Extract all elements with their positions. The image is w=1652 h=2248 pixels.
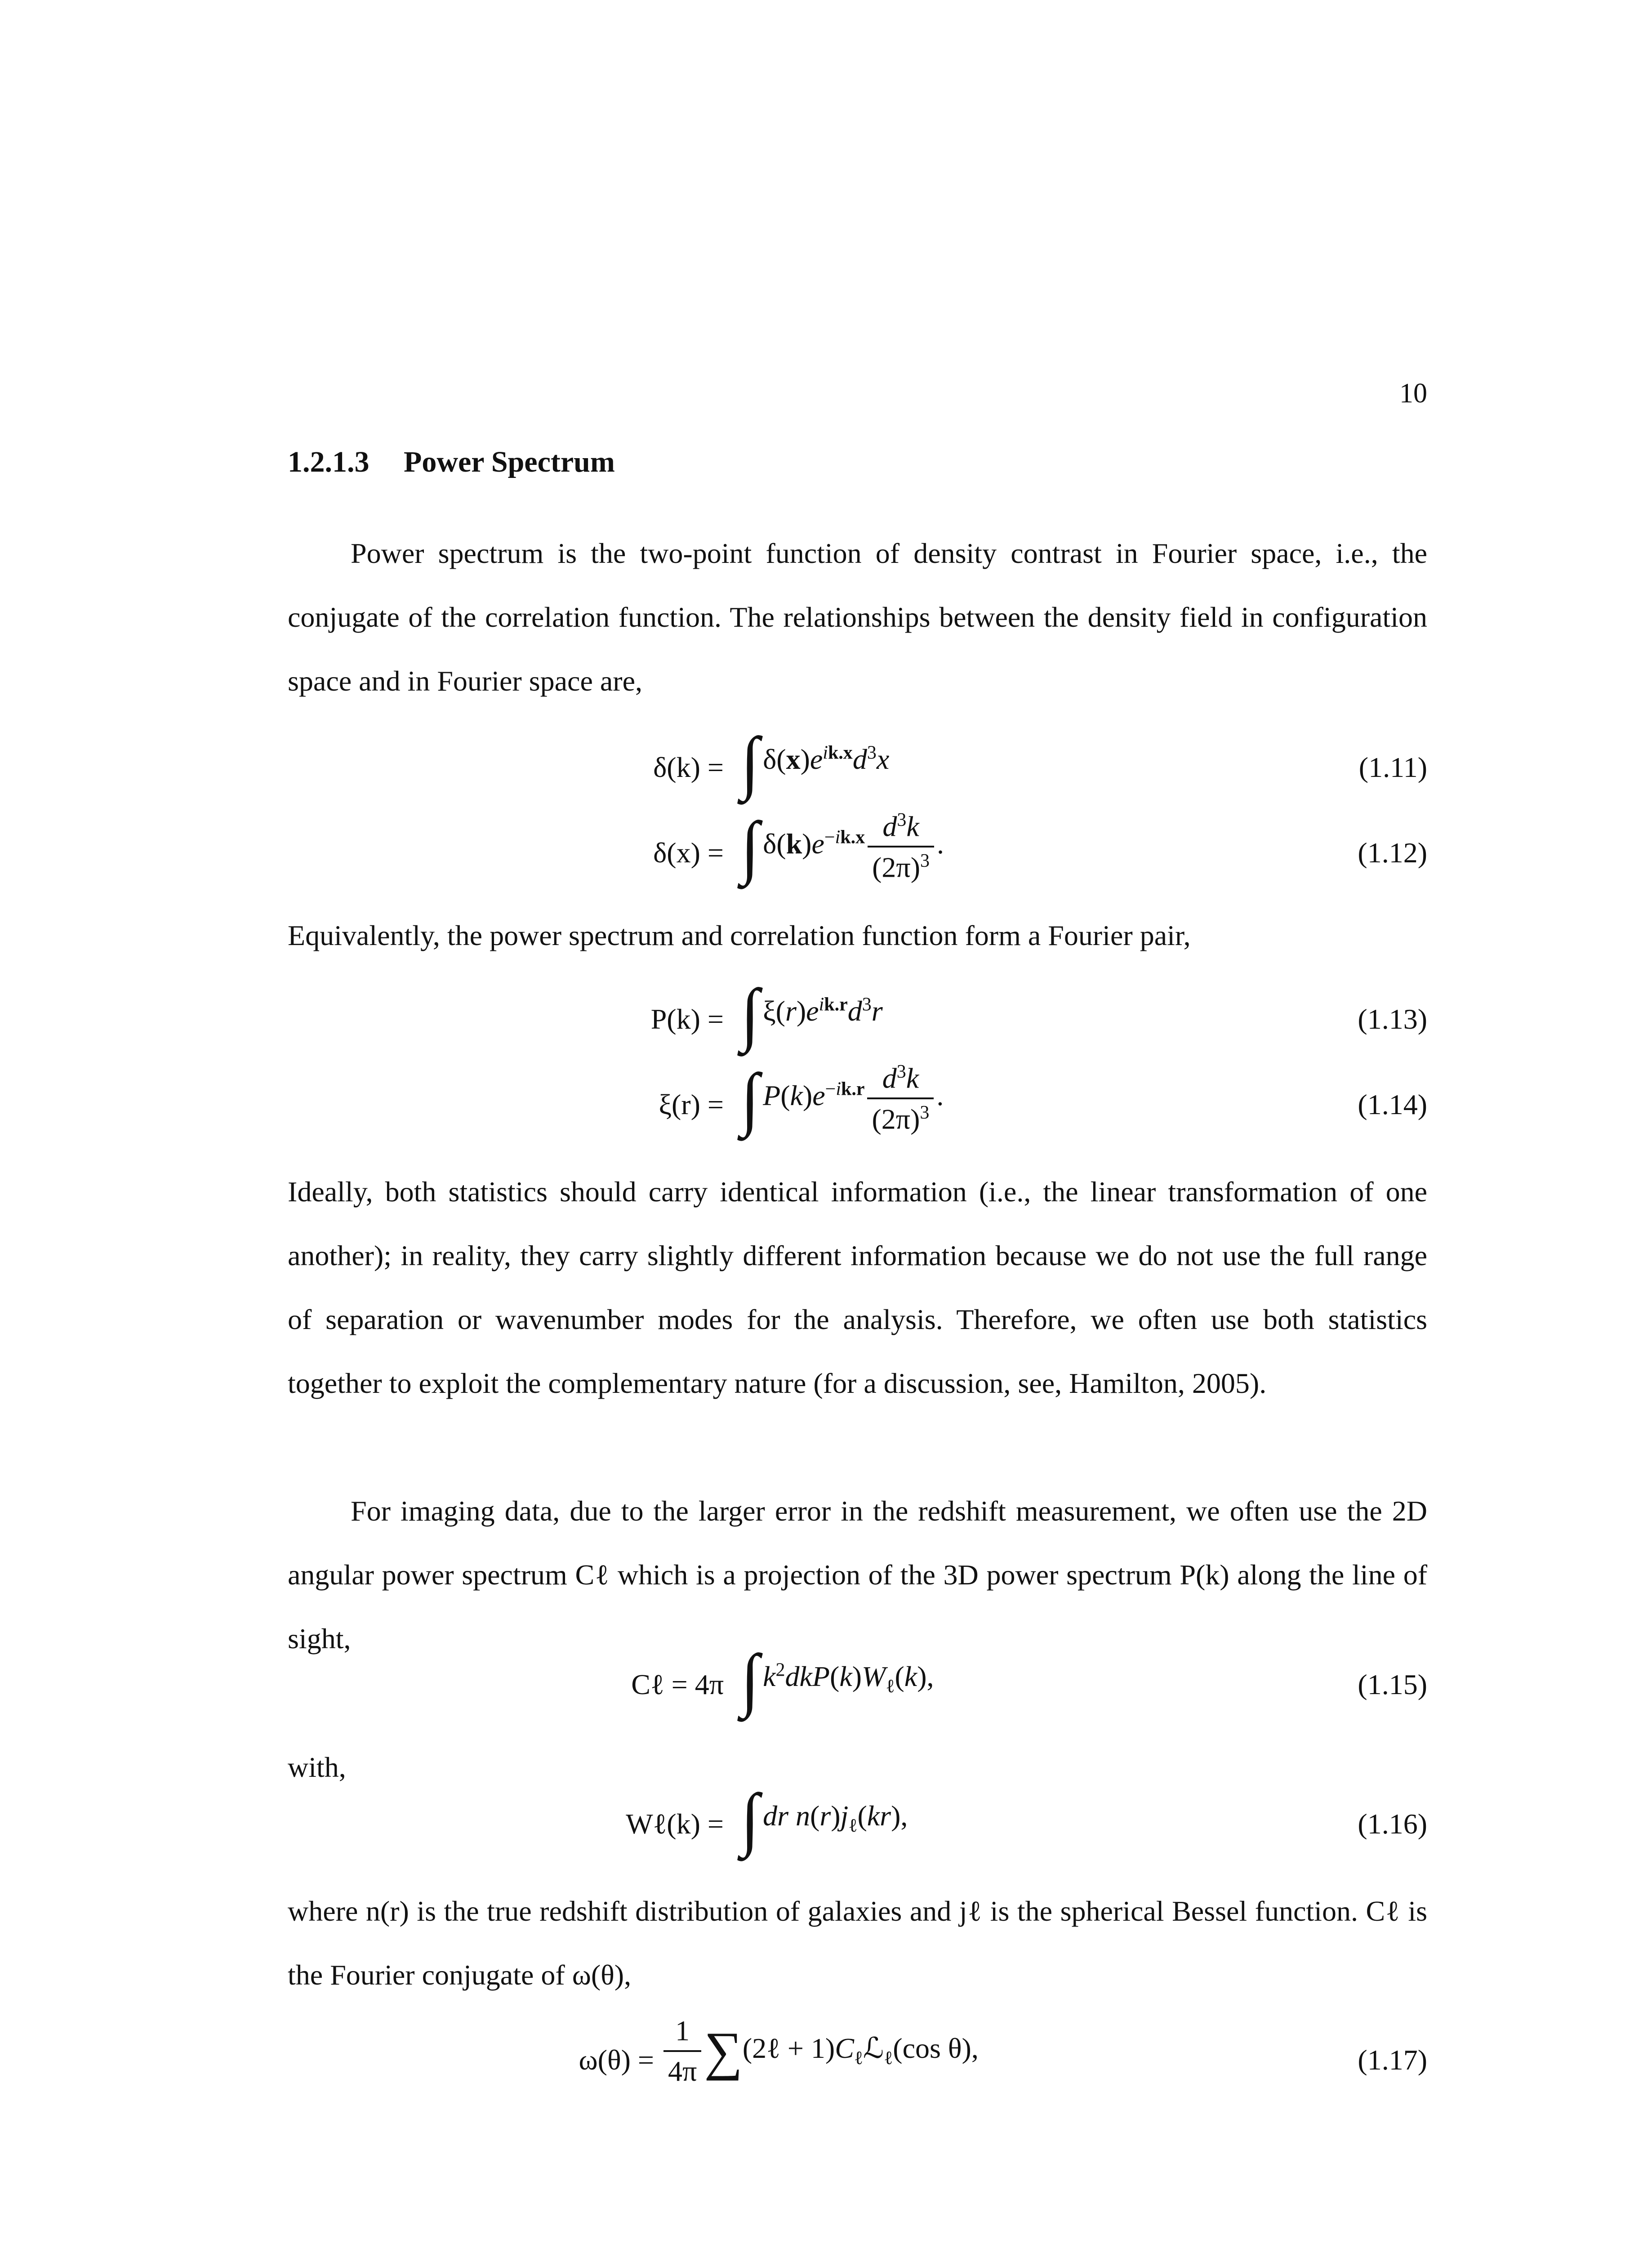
equation-lhs: ξ(r) =	[659, 1088, 724, 1120]
equation-1-15	[288, 1640, 1427, 1726]
equation-1-16	[288, 1779, 1427, 1866]
equation-rhs: ∫ dr $n(r)j_\ell(kr)$,	[741, 1779, 908, 1858]
equation-rhs: ∫ $\delta(k)e^{-ik.x}$ $\frac{d^3k}{(2\pi)^3}$ .	[741, 807, 944, 886]
equation-number: (1.13)	[1358, 1003, 1427, 1035]
equation-lhs: Wℓ(k) =	[626, 1808, 724, 1840]
equation-rhs: $\frac{1}{4\pi}$ ∑(2ℓ + $1)C_\ell ℒ_\ell(\cos$ θ),	[661, 2014, 979, 2088]
equation-1-17	[288, 2014, 1427, 2095]
equation-1-14	[288, 1061, 1427, 1142]
paragraph-2: Equivalently, the power spectrum and correlation function form a Fourier pair,	[288, 919, 1191, 951]
equation-rhs: ∫ $\delta(x)e^{ik.x}d^3x$	[741, 723, 890, 802]
paragraph-4: For imaging data, due to the larger error in the redshift measurement, we often use the 2D angular power spectrum Cℓ which is a projection of the 3D power spectrum P(k) along the line of sight,	[288, 1495, 1427, 1655]
section-title: Power Spectrum	[404, 446, 615, 478]
paragraph-6: where n(r) is the true redshift distribution of galaxies and jℓ is the spherical Bessel function. Cℓ is the Fourier conjugate of ω(θ),	[288, 1895, 1427, 1991]
paragraph-1: Power spectrum is the two-point function of density contrast in Fourier space, i.e., the conjugate of the correlation function. The relationships between the density field in configuration space and in Fourier space are,	[288, 537, 1427, 697]
equation-1-13	[288, 974, 1427, 1061]
paragraph-5: with,	[288, 1751, 346, 1783]
equation-number: (1.14)	[1358, 1088, 1427, 1120]
equation-rhs: ∫ $P(k)e^{-ik.r}$ $\frac{d^3k}{(2\pi)^3}$ .	[741, 1059, 944, 1138]
equation-1-12	[288, 809, 1427, 890]
equation-lhs: δ(x) =	[653, 837, 724, 869]
section-heading	[288, 445, 615, 479]
equation-number: (1.16)	[1358, 1808, 1427, 1840]
equation-lhs: Cℓ = 4π	[631, 1668, 724, 1700]
equation-lhs: ω(θ) =	[579, 2044, 654, 2076]
section-number: 1.2.1.3	[288, 446, 370, 478]
page-number: 10	[1399, 378, 1427, 409]
equation-rhs: ∫ $\xi(r)e^{ik.r}d^3r$	[741, 974, 883, 1053]
equation-number: (1.17)	[1358, 2044, 1427, 2076]
equation-number: (1.11)	[1358, 751, 1427, 783]
paragraph-3: Ideally, both statistics should carry identical information (i.e., the linear transformation of one another); in reality, they carry slightly different information because we do not use the full range of separation or wavenumber modes for the analysis. Therefore, we often use both statistics together to exploit the complementary nature (for a discussion, see, Hamilton, 2005).	[288, 1176, 1427, 1399]
equation-number: (1.12)	[1358, 837, 1427, 869]
equation-rhs: ∫ $k^2dkP(k)W_\ell(k)$,	[741, 1640, 934, 1719]
equation-lhs: P(k) =	[650, 1003, 724, 1035]
equation-1-11	[288, 723, 1427, 809]
equation-number: (1.15)	[1358, 1668, 1427, 1700]
equation-lhs: δ(k) =	[653, 751, 724, 783]
